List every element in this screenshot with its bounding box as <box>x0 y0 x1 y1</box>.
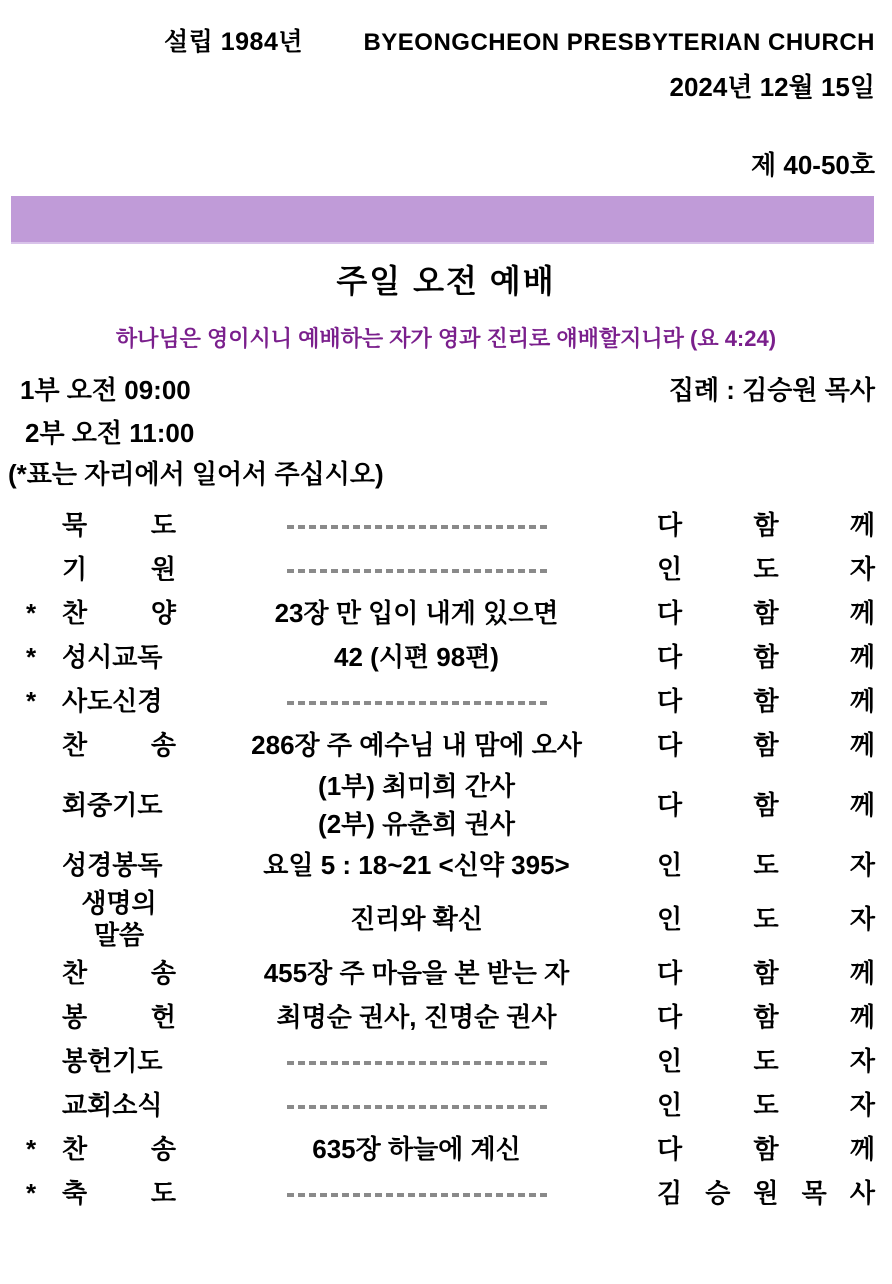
order-row <box>0 679 892 723</box>
order-performed-by: 다 함 께 <box>657 1002 875 1032</box>
order-content: (1부) 최미희 간사 (2부) 유춘희 권사 <box>318 771 515 839</box>
order-label: 기 원 <box>62 554 176 584</box>
order-label: 교회소식 <box>62 1090 163 1120</box>
order-label: 사도신경 <box>62 686 163 716</box>
header <box>0 26 892 59</box>
dashed-line <box>287 525 547 529</box>
star-mark: * <box>26 1178 37 1208</box>
order-performed-by: 다 함 께 <box>657 642 875 672</box>
order-performed-by: 다 함 께 <box>657 958 875 988</box>
dashed-line <box>287 569 547 573</box>
order-content: 455장 주 마음을 본 받는 자 <box>263 958 570 988</box>
order-performed-by: 다 함 께 <box>657 1134 875 1164</box>
order-content: 42 (시편 98편) <box>334 642 499 672</box>
issue-number: 제 40-50호 <box>751 150 875 180</box>
order-performed-by: 다 함 께 <box>657 730 875 760</box>
order-content: 23장 만 입이 내게 있으면 <box>274 598 559 628</box>
order-row <box>0 635 892 679</box>
order-label: 찬 송 <box>62 958 176 988</box>
order-row <box>0 547 892 591</box>
order-content: 635장 하늘에 계신 <box>312 1134 521 1164</box>
order-row <box>0 951 892 995</box>
order-content <box>176 1042 657 1080</box>
service-info-row <box>0 375 892 405</box>
order-content: 진리와 확신 <box>350 904 483 934</box>
purple-banner-divider <box>11 196 874 244</box>
order-label: 찬 송 <box>62 730 176 760</box>
order-label: 성경봉독 <box>62 850 163 880</box>
order-performed-by: 김 승 원 목 사 <box>657 1178 875 1208</box>
order-row <box>0 503 892 547</box>
order-content <box>176 506 657 544</box>
star-mark: * <box>26 642 37 672</box>
order-row <box>0 591 892 635</box>
order-label: 축 도 <box>62 1178 176 1208</box>
order-content <box>176 1174 657 1212</box>
order-performed-by: 다 함 께 <box>657 598 875 628</box>
dashed-line <box>287 1105 547 1109</box>
dashed-line <box>287 1061 547 1065</box>
order-label: 성시교독 <box>62 642 163 672</box>
dashed-line <box>287 701 547 705</box>
service-time-part2: 2부 오전 11:00 <box>25 418 195 448</box>
star-mark: * <box>26 598 37 628</box>
order-row <box>0 767 892 843</box>
order-performed-by: 인 도 자 <box>657 850 875 880</box>
order-performed-by: 다 함 께 <box>657 510 875 540</box>
officiant-text: 집례 : 김승원 목사 <box>668 375 875 405</box>
dashed-line <box>287 1193 547 1197</box>
order-content <box>176 1086 657 1124</box>
bulletin-page <box>0 26 892 1284</box>
order-row <box>0 1083 892 1127</box>
order-row <box>0 723 892 767</box>
star-mark: * <box>26 1134 37 1164</box>
order-content: 286장 주 예수님 내 맘에 오사 <box>251 730 582 760</box>
order-performed-by: 인 도 자 <box>657 904 875 934</box>
order-performed-by: 인 도 자 <box>657 1046 875 1076</box>
service-title: 주일 오전 예배 <box>336 263 556 299</box>
order-label: 찬 양 <box>62 598 176 628</box>
standing-note: (*표는 자리에서 일어서 주십시오) <box>8 459 384 489</box>
founded-year-text: 설립 1984년 <box>164 28 304 56</box>
order-content <box>176 682 657 720</box>
order-row <box>0 1127 892 1171</box>
order-performed-by: 인 도 자 <box>657 1090 875 1120</box>
order-content <box>176 550 657 588</box>
order-label: 묵 도 <box>62 510 176 540</box>
order-label: 생명의 말씀 <box>81 888 157 950</box>
service-verse: 하나님은 영이시니 예배하는 자가 영과 진리로 얘배할지니라 (요 4:24) <box>115 326 777 351</box>
church-name: BYEONGCHEON PRESBYTERIAN CHURCH <box>363 29 875 56</box>
order-performed-by: 다 함 께 <box>657 790 875 820</box>
star-mark: * <box>26 686 37 716</box>
order-of-worship <box>0 503 892 1215</box>
order-label: 찬 송 <box>62 1134 176 1164</box>
order-row <box>0 1039 892 1083</box>
order-row <box>0 995 892 1039</box>
service-time-part1: 1부 오전 09:00 <box>20 375 191 405</box>
order-performed-by: 다 함 께 <box>657 686 875 716</box>
order-content: 최명순 권사, 진명순 권사 <box>276 1002 557 1032</box>
order-content: 요일 5 : 18~21 <신약 395> <box>263 850 570 880</box>
order-label: 봉헌기도 <box>62 1046 163 1076</box>
order-row <box>0 843 892 887</box>
order-performed-by: 인 도 자 <box>657 554 875 584</box>
order-row <box>0 887 892 951</box>
bulletin-date: 2024년 12월 15일 <box>669 72 875 102</box>
order-label: 봉 헌 <box>62 1002 176 1032</box>
order-row <box>0 1171 892 1215</box>
order-label: 회중기도 <box>62 790 163 820</box>
